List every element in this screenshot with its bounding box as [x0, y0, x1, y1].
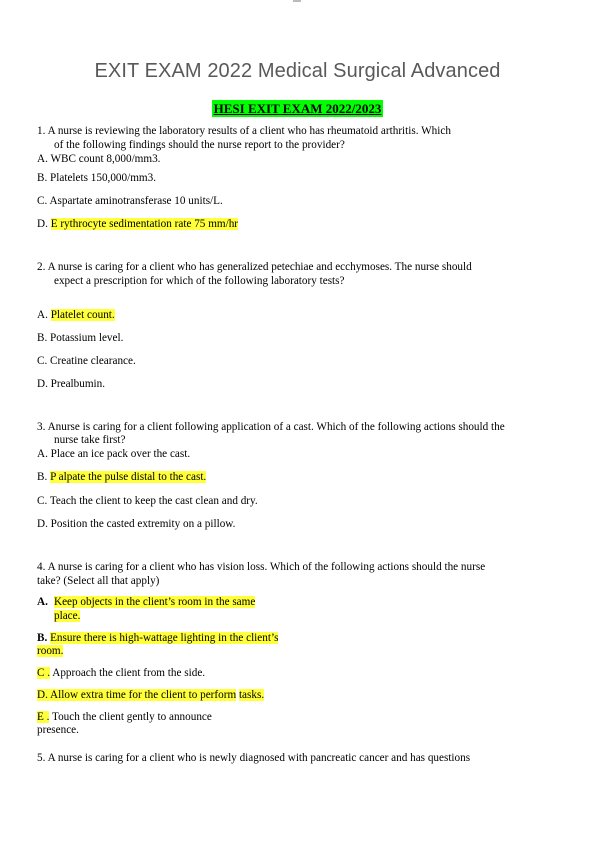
q4-option-e-line2: presence. [37, 724, 79, 736]
q4-answer-a-highlight-2: place. [54, 610, 81, 622]
q3-option-c: C. Teach the client to keep the cast clean and dry. [37, 495, 258, 507]
q4-option-e-prefix: E . [37, 711, 50, 723]
q1-option-d [37, 218, 238, 231]
q2-stem-line2: expect a prescription for which of the following laboratory tests? [54, 275, 345, 287]
q4-option-a-prefix: A. [37, 596, 48, 608]
document-subtitle: HESI EXIT EXAM 2022/2023 [213, 101, 382, 116]
q2-stem-line1: 2. A nurse is caring for a client who has generalized petechiae and ecchymoses. The nurse should [37, 261, 472, 273]
q1-option-c: C. Aspartate aminotransferase 10 units/L. [37, 195, 223, 207]
document-title: EXIT EXAM 2022 Medical Surgical Advanced [94, 60, 501, 82]
q4-option-e-line1 [37, 711, 212, 724]
q1-option-b: B. Platelets 150,000/mm3. [37, 172, 157, 184]
q4-option-c-prefix: C . [37, 667, 51, 679]
q1-stem-line2: of the following findings should the nurse report to the provider? [54, 139, 345, 151]
q4-answer-a-highlight-1: Keep objects in the client’s room in the same [54, 596, 256, 608]
q3-stem-line1: 3. Anurse is caring for a client following application of a cast. Which of the following actions should the [37, 421, 505, 433]
subtitle-wrapper [0, 100, 595, 118]
q4-answer-b-highlight-2: room. [37, 645, 64, 657]
q4-option-b-line1 [37, 632, 278, 645]
q3-option-b-prefix: B. [37, 471, 51, 483]
q2-answer-highlight: Platelet count. [50, 309, 115, 321]
q4-option-c [37, 667, 205, 680]
q4-option-d [37, 689, 264, 702]
q1-stem-line1: 1. A nurse is reviewing the laboratory results of a client who has rheumatoid arthritis. Which [37, 125, 451, 137]
q4-stem-line2: take? (Select all that apply) [37, 575, 160, 587]
q3-option-b [37, 471, 206, 484]
q4-stem-line1: 4. A nurse is caring for a client who has vision loss. Which of the following actions should the nurse [37, 561, 486, 573]
q5-stem-line1: 5. A nurse is caring for a client who is newly diagnosed with pancreatic cancer and has questions [37, 752, 471, 764]
q4-answer-d-highlight-2: tasks. [238, 689, 265, 701]
q2-option-a [37, 309, 115, 322]
q4-option-a-line2 [54, 610, 80, 623]
q2-option-b: B. Potassium level. [37, 332, 124, 344]
q4-answer-b-highlight-1: Ensure there is high-wattage lighting in the client’s [50, 632, 279, 644]
q3-option-a: A. Place an ice pack over the cast. [37, 448, 191, 460]
q3-answer-highlight: P alpate the pulse distal to the cast. [50, 471, 207, 483]
q4-option-e-text: Touch the client gently to announce [49, 711, 212, 723]
q1-option-d-prefix: D. [37, 218, 51, 230]
q3-stem-line2: nurse take first? [54, 434, 126, 446]
q3-option-d: D. Position the casted extremity on a pillow. [37, 518, 236, 530]
q4-option-a-line1 [54, 596, 255, 609]
q4-option-b-line2 [37, 645, 63, 658]
q2-option-c: C. Creatine clearance. [37, 355, 136, 367]
page-top-mark [293, 0, 301, 2]
q2-option-d: D. Prealbumin. [37, 378, 106, 390]
q1-option-a: A. WBC count 8,000/mm3. [37, 153, 161, 165]
q4-option-c-text: Approach the client from the side. [50, 667, 206, 679]
q1-answer-highlight: E rythrocyte sedimentation rate 75 mm/hr [50, 218, 239, 230]
q4-answer-d-highlight: D. Allow extra time for the client to perform [37, 689, 237, 701]
q4-option-b-prefix: B. [37, 632, 48, 644]
q2-option-a-prefix: A. [37, 309, 51, 321]
